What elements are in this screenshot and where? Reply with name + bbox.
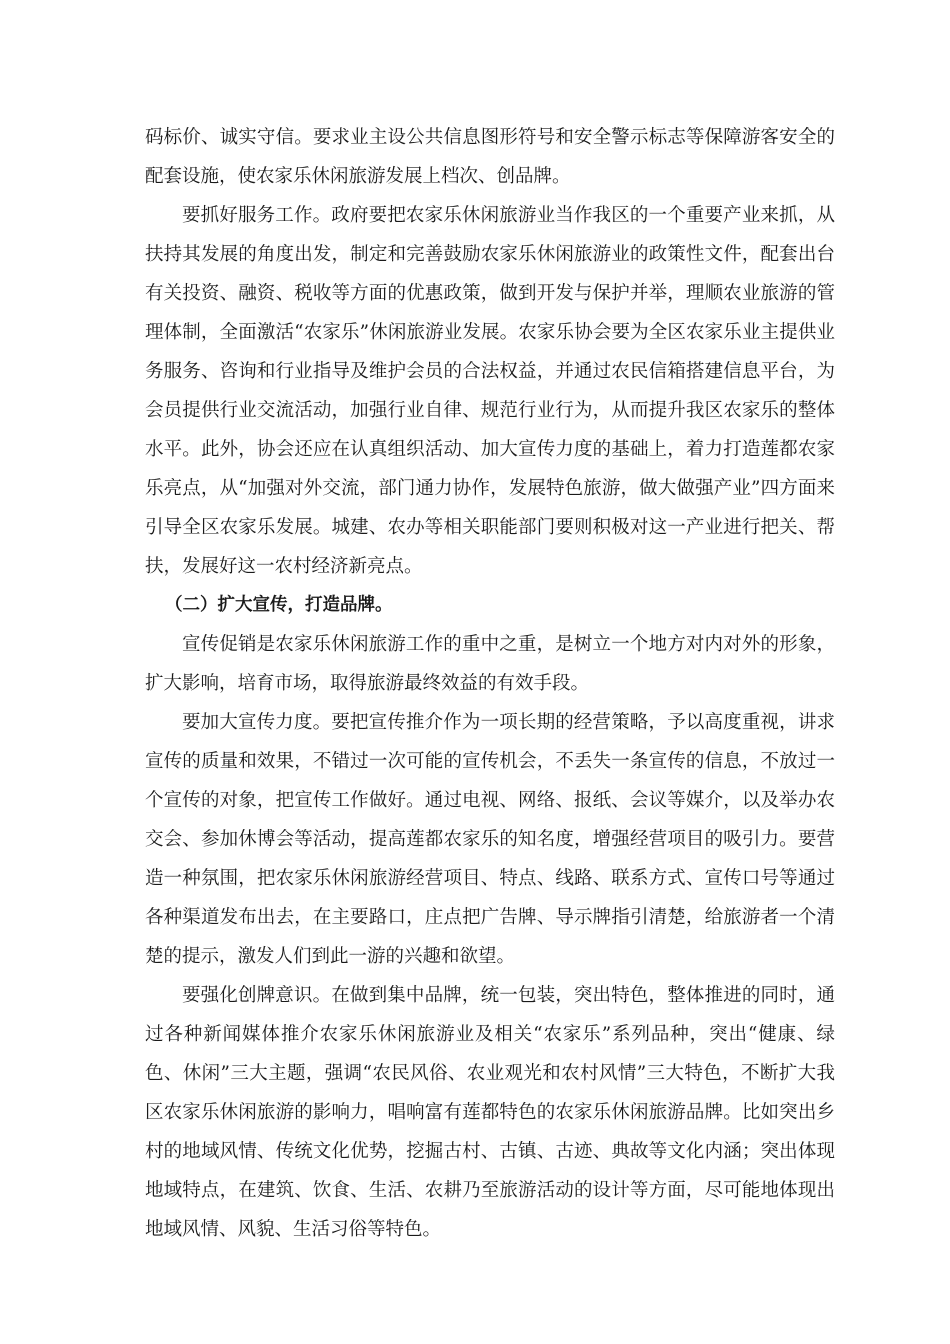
paragraph-service-work: 要抓好服务工作。政府要把农家乐休闲旅游业当作我区的一个重要产业来抓，从扶持其发展的角度出发，制定和完善鼓励农家乐休闲旅游业的政策性文件，配套出台有关投资、融资、税收等方面的优惠政策，做到开发与保护并举，理顺农业旅游的管理体制，全面激活“农家乐”休闲旅游业发展。农家乐协会要为全区农家乐业主提供业务服务、咨询和行业指导及维护会员的合法权益，并通过农民信箱搭建信息平台，为会员提供行业交流活动，加强行业自律、规范行业行为，从而提升我区农家乐的整体水平。此外，协会还应在认真组织活动、加大宣传力度的基础上，着力打造莲都农家乐亮点，从“加强对外交流，部门通力协作，发展特色旅游，做大做强产业”四方面来引导全区农家乐发展。城建、农办等相关职能部门要则积极对这一产业进行把关、帮扶，发展好这一农村经济新亮点。 (145, 205, 835, 577)
section-heading: （二）扩大宣传，打造品牌。 (165, 595, 393, 615)
paragraph-brand-awareness: 要强化创牌意识。在做到集中品牌，统一包装，突出特色，整体推进的同时，通过各种新闻媒体推介农家乐休闲旅游业及相关“农家乐”系列品种，突出“健康、绿色、休闲”三大主题，强调“农民风俗、农业观光和农村风情”三大特色，不断扩大我区农家乐休闲旅游的影响力，唱响富有莲都特色的农家乐休闲旅游品牌。比如突出乡村的地域风情、传统文化优势，挖掘古村、古镇、古迹、典故等文化内涵；突出体现地域特点，在建筑、饮食、生活、农耕乃至旅游活动的设计等方面，尽可能地体现出地域风情、风貌、生活习俗等特色。 (145, 985, 835, 1240)
document-body (145, 118, 835, 1249)
paragraph-promotion-intro: 宣传促销是农家乐休闲旅游工作的重中之重，是树立一个地方对内对外的形象，扩大影响，培育市场，取得旅游最终效益的有效手段。 (145, 634, 835, 694)
paragraph-continuation: 码标价、诚实守信。要求业主设公共信息图形符号和安全警示标志等保障游客安全的配套设施，使农家乐休闲旅游发展上档次、创品牌。 (145, 127, 835, 187)
paragraph-promotion-effort: 要加大宣传力度。要把宣传推介作为一项长期的经营策略，予以高度重视，讲求宣传的质量和效果，不错过一次可能的宣传机会，不丢失一条宣传的信息，不放过一个宣传的对象，把宣传工作做好。通过电视、网络、报纸、会议等媒介，以及举办农交会、参加休博会等活动，提高莲都农家乐的知名度，增强经营项目的吸引力。要营造一种氛围，把农家乐休闲旅游经营项目、特点、线路、联系方式、宣传口号等通过各种渠道发布出去，在主要路口，庄点把广告牌、导示牌指引清楚，给旅游者一个清楚的提示，激发人们到此一游的兴趣和欲望。 (145, 712, 835, 967)
